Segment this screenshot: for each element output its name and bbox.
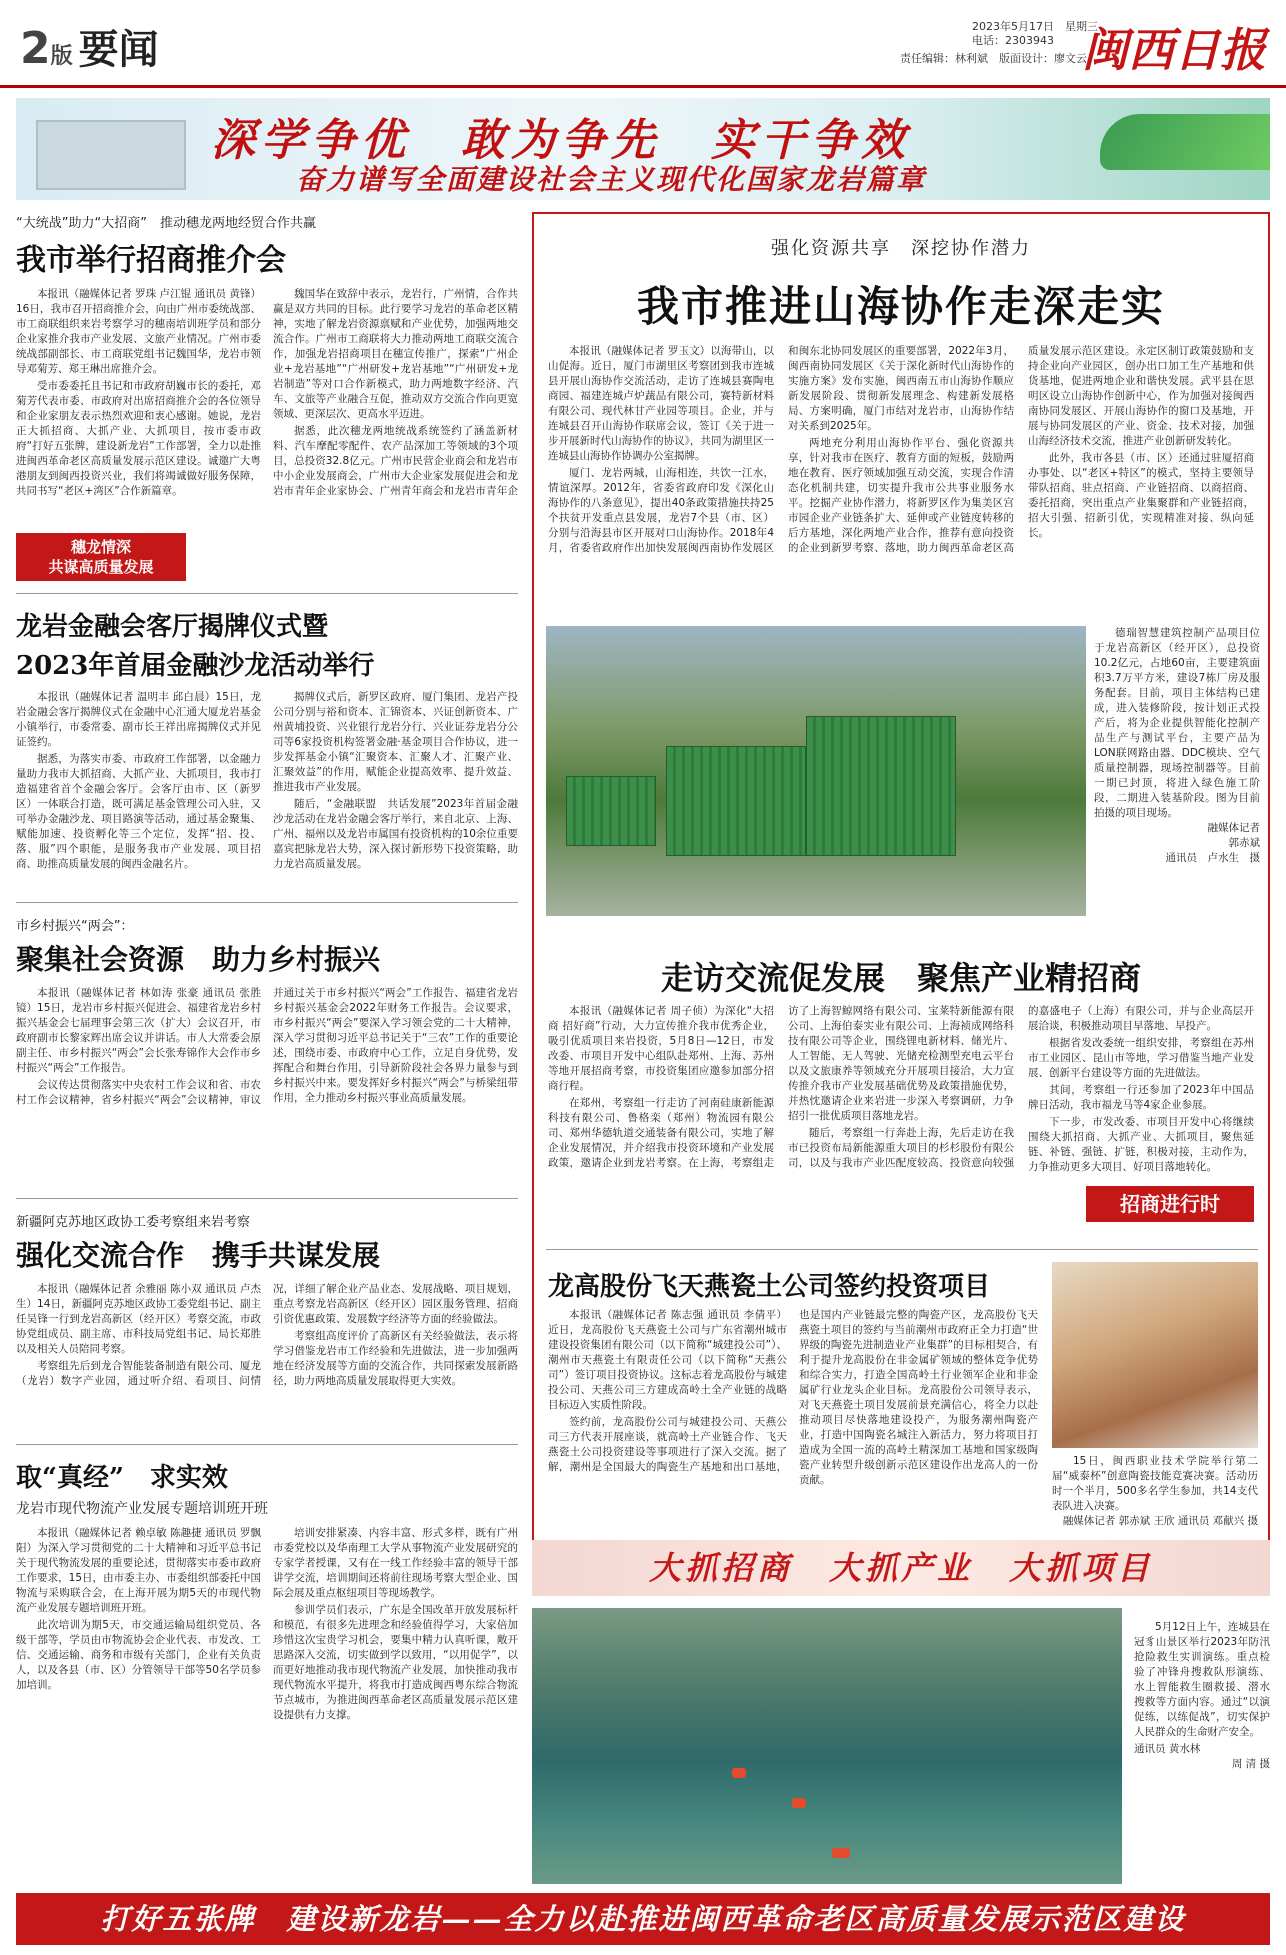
paragraph: 随后，“金融联盟 共话发展”2023年首届金融沙龙活动在龙岩金融会客厅举行，来自北京、上海、广州、福州以及龙岩市属国有投资机构的10余位重要嘉宾把脉龙岩大势，深入探讨新形势下投资策略，助力龙岩高质量发展。 — [273, 798, 518, 870]
building-graphic — [36, 120, 186, 190]
article-headline: 走访交流促发展 聚焦产业精招商 — [660, 959, 1141, 997]
paragraph: 本报讯（融媒体记者 赖卓敏 陈趣捷 通讯员 罗飘阳）为深入学习贯彻党的二十大精神和习近平总书记关于现代物流发展的重要论述，贯彻落实市委市政府工作要求，15日，由市委主办、市委组织部委托中国物流与采购联合会，在上海开展为期5天的市现代物流产业发展专题培训班开班。 — [16, 1527, 261, 1614]
paragraph: 在郑州，考察组一行走访了河南硅康新能源科技有限公司、鲁格栾（郑州）物流园有限公司、郑州华德轨道交通装备有限公司，实地了解企业发展情况，并介绍我市投资环境和产业发展政策，邀请企业到龙岩考察。在上海，考察组走访了上海智鲸网络有限公司、宝莱特新能源有限公司、上海伯泰实业有限公司、上海祯成网络科技有限公司等企业，围绕锂电新材料、储光片、人工智能、无人驾驶、光储充检测型充电云平台以及文旅康养等领域充分开展项目接洽，大力宣传推介我市产业发展基础优势及政策措施优势，并热忱邀请企业来岩进一步深入考察调研，力争招引一批优质项目落地龙岩。 — [548, 1005, 1014, 1169]
left-column — [16, 212, 518, 1766]
train-graphic — [1100, 114, 1270, 170]
article-subhead: 龙岩市现代物流产业发展专题培训班开班 — [16, 1501, 268, 1517]
paragraph: 考察组先后到龙合智能装备制造有限公司、厦龙（龙岩）数字产业园，通过听介绍、看项目、问情况，详细了解企业产品业态、发展战略、项目规划，重点考察龙岩高新区（经开区）园区服务管理、招商引资优惠政策、发展数字经济等方面的经验做法。 — [16, 1283, 518, 1387]
article-headline-line2: 2023年首届金融沙龙活动举行 — [16, 651, 375, 681]
article-xinjiang-visit — [16, 1211, 518, 1432]
section-tag: 招商进行时 — [1086, 1186, 1254, 1222]
photo-caption — [1094, 626, 1260, 916]
article-headline-line1: 龙岩金融会客厅揭牌仪式暨 — [16, 612, 329, 642]
feature-headline: 我市推进山海协作走深走实 — [636, 282, 1165, 331]
article-headline: 我市举行招商推介会 — [16, 243, 286, 278]
feature-body — [548, 344, 1254, 674]
paragraph: 本报讯（融媒体记者 林如涛 张豪 通讯员 张胜镜）15日，龙岩市乡村振兴促进会、福建省龙岩乡村振兴基金会七届理事会第三次（扩大）会议召开，市政府副市长黎家辉出席会议并讲话。市人大常委会原副主任、市乡村振兴“两会”会长张寿锦作大会作市乡村振兴“两会”工作报告。 — [16, 987, 261, 1074]
paragraph: 本报讯（融媒体记者 周子侦）为深化“大招商 招好商”行动，大力宣传推介我市优秀企业，吸引优质项目来岩投资，5月8日—12日，市发改委、市项目开发中心组队赴郑州、上海、苏州等地开展招商考察，市投资集团应邀参加部分招商行程。 — [548, 1005, 774, 1092]
photo-credit: 融媒体记者 郭赤斌 王欣 通讯员 邓献兴 摄 — [1062, 1515, 1258, 1527]
caption-text: 5月12日上午，连城县在冠豸山景区举行2023年防汛抢险救生实训演练。重点检验了冲锋舟搜救队形演练、水上智能救生圈救援、潜水搜救等方面内容。通过“以演促练，以练促战”，切实保护人民群众的生命财产安全。 — [1134, 1621, 1270, 1738]
paragraph: 此次培训为期5天，市交通运输局组织党员、各级干部等，学员由市物流协会企业代表、市发改、工信、交通运输、商务和市级有关部门，企业有关负责人，以及各县（市、区）分管领导干部等50名学员参加培训。 — [16, 1619, 261, 1691]
divider — [16, 593, 518, 594]
photo-credit: 郭赤斌 — [1228, 837, 1260, 849]
masthead — [0, 0, 1286, 88]
article-body — [16, 690, 518, 890]
paragraph: 厦门、龙岩两城，山海相连，共饮一江水，情谊深厚。2012年，省委省政府印发《深化山海协作的八条意见》，提出40条政策措施扶持25个扶贫开发重点县发展，龙岩7个县（市、区）分别与沿海县市区开展对口山海协作。2018年4月，省委省政府作出加快发展闽西南协作发展区和闽东北协同发展区的重要部署，2022年3月，闽西南协同发展区《关于深化新时代山海协作的实施方案》发布实施，闽西南五市山海协作顺应新发展阶段、贯彻新发展理念、构建新发展格局、方案明确，厦门市结对龙岩市，山海协作结对关系到2025年。 — [548, 345, 1014, 554]
tag-label — [16, 533, 186, 581]
article-body — [16, 1526, 518, 1766]
paragraph: 此外，我市各县（市、区）还通过驻厦招商办事处、以“老区+特区”的模式，坚持主要领导带队招商、驻点招商、产业链招商、以商招商、委托招商，突出重点产业集聚群和产业链招商，招大引强、招新引优，实现精准对接、纵向延长。 — [1028, 452, 1254, 539]
rescue-caption — [1134, 1620, 1270, 1882]
paragraph: 魏国华在致辞中表示，龙岩行，广州情，合作共赢是双方共同的目标。此行要学习龙岩的革命老区精神，实地了解龙岩资源禀赋和产业优势，加强两地交流合作。广州市工商联将大力推动两地工商联交流合作，加强龙岩招商项目在穗宣传推广，探索“广州企业+龙岩基地”“广州研发+龙岩基地”“广州研发+龙岩制造”等对口合作新模式，助力两地数字经济、汽车、文旅等产业融合互促，推动双方交流合作向更宽领域、更深层次、更高水平迈进。 — [273, 288, 518, 420]
paragraph: 据悉，为落实市委、市政府工作部署，以金融力量助力我市大抓招商、大抓产业、大抓项目，我市打造福建省首个金融会客厅。会客厅由市、区（新罗区）一体联合打造，既可满足基金管理公司入驻，又可举办金融沙龙、项目路演等活动，通过基金聚集、赋能加速、投资孵化等三个定位，发挥“招、投、落、服”四个职能，是服务我市产业发展、项目招商、助推高质量发展的闽西金融名片。 — [16, 753, 261, 870]
tag-line2: 共谋高质量发展 — [48, 558, 154, 576]
paragraph: 本报讯（融媒体记者 余雅丽 陈小双 通讯员 卢杰生）14日，新疆阿克苏地区政协工委党组书记、副主任吴锋一行到龙岩高新区（经开区）考察交流，市政协党组成员、副主席、市科技局党组书记、局长郑胜以及相关人员陪同考察。 — [16, 1283, 261, 1355]
article-headline: 取“真经” 求实效 — [16, 1463, 228, 1493]
paragraph: 本报讯（融媒体记者 罗珠 卢江锟 通讯员 黄锋）16日，我市召开招商推介会，向由广州市委统战部、市工商联组织来岩考察学习的穗南培训班学员和部分企业家推介我市产业发展、文旅产业情况。广州市委统战部副部长、市工商联党组书记魏国华，龙岩市领导邓菊芳、郑王琳出席推介会。 — [16, 288, 261, 375]
article-kicker: 新疆阿克苏地区政协工委考察组来岩考察 — [16, 1215, 251, 1230]
paragraph: 两地充分利用山海协作平台、强化资源共享，针对我市在医疗、教育方面的短板，鼓励两地在教育、医疗领域加强互动交流，实现合作清态化机制共建，切实提升我市公共事业服务水平。挖掘产业协作潜力，将新罗区作为集美区宫市园企业产业链条扩大、延伸或产业链度转移的后方基地，深化两地产业合作，推荐有意向投资的企业到新罗考察、落地，助力闽西革命老区高质量发展示范区建设。永定区制订政策鼓励和支持企业向产业园区，创办出口加工生产基地和供货基地，促进两地企业和谐快发展。武平县在思明区设立山海协作创新中心，作为加强对接闽西南协同发展区、开展山海协作的窗口及基地，开展与协同发展区的产业、资金、技术对接，加强山海经济技术交流，推进产业创新研发转化。 — [788, 345, 1254, 554]
caption-text: 德瑞智慧建筑控制产品项目位于龙岩高新区（经开区），总投资10.2亿元，占地60亩，主要建筑面积3.7万平方米，建设7栋厂房及服务配套。目前，项目主体结构已建成，进入装修阶段，按计划正式投产后，将为企业提供智能化控制产品生产与测试平台，主要产品为LON联网路由器、DDC模块、空气质量控制器，现场控制器等。目前一期已封顶，将进入绿色施工阶段，二期进入装基阶段。图为目前拍摄的项目现场。 — [1094, 627, 1260, 819]
right-feature-box — [532, 212, 1270, 1562]
paragraph: 揭牌仪式后，新罗区政府、厦门集团、龙岩产投公司分别与裕和资本、汇锦资本、兴证创新资本、广州黄埔投资、兴业银行龙岩分行、兴业证券龙岩分公司等6家投资机构签署金融·基金项目合作协议，进一步发挥基金小镇“汇聚资本、汇聚人才、汇聚产业、汇聚效益”的作用，赋能企业提高效率、提升效益、推进我市产业发展。 — [273, 691, 518, 793]
paragraph: 其间，考察组一行还参加了2023年中国品牌日活动，我市福龙马等4家企业参展。 — [1028, 1084, 1254, 1111]
feature-subhead: 强化资源共享 深挖协作潜力 — [771, 238, 1031, 259]
paragraph: 根据省发改委统一组织安排，考察组在苏州市工业园区、昆山市等地，学习借鉴当地产业发展、创新平台建设等方面的先进做法。 — [1028, 1037, 1254, 1079]
photo-caption — [1052, 1454, 1258, 1550]
section-title: 要闻 — [78, 27, 159, 73]
article-body — [16, 1282, 518, 1432]
article-kicker: 市乡村振兴“两会”： — [16, 919, 134, 934]
divider — [16, 1444, 518, 1445]
page-suffix: 版 — [50, 44, 73, 69]
article-finance-hall — [16, 606, 518, 890]
issue-phone: 电话：2303943 — [972, 34, 1054, 47]
top-banner — [16, 98, 1270, 200]
rescue-boat — [792, 1798, 806, 1808]
tag-block — [16, 533, 518, 581]
tag-line1: 穗龙情深 — [70, 538, 131, 556]
paragraph: 随后，考察组一行奔赴上海，先后走访在我市已投资布局新能源重大项目的杉杉股份有限公司，以及与我市产业匹配度较高、投资意向较强的嘉盛电子（上海）有限公司，并与企业高层开展洽谈，积极推动项目早落地、早投产。 — [788, 1005, 1254, 1169]
paragraph: 据悉，此次穗龙两地统战系统签约了涵盖新材料、汽车摩配零配件、农产品深加工等领域的3个项目，总投资32.8亿元。广州市民营企业商会和龙岩市中小企业发展商会，广州市大企业家发展促进会和龙岩市青年企业家协会、广州青年商会和龙岩市青年企 — [273, 425, 518, 497]
mid-banner: 大抓招商 大抓产业 大抓项目 — [532, 1540, 1270, 1596]
paragraph: 下一步，市发改委、市项目开发中心将继续围绕大抓招商、大抓产业、大抓项目，聚焦延链、补链、强链、扩链，积极对接，主动作为，力争推动更多大项目、好项目落地转化。 — [1028, 1116, 1254, 1173]
article-investment-promotion — [16, 212, 518, 581]
article-rural-revitalization — [16, 915, 518, 1186]
caption-text: 15日，闽西职业技术学院举行第二届“威泰杯”创意陶瓷技能竞赛决赛。活动历时一个半月，500多名学生参加，共14支代表队进入决赛。 — [1052, 1455, 1258, 1512]
paragraph: 会议传达贯彻落实中央农村工作会议和省、市农村工作会议精神，省乡村振兴“两会”会议精神，审议并通过关于市乡村振兴“两会”工作报告、福建省龙岩乡村振兴基金会2022年财务工作报告。会议要求，市乡村振兴“两会”要深入学习领会党的二十大精神，深入学习贯彻习近平总书记关于“三农”工作的重要论述，围绕市委、市政府中心工作，立足自身优势，发挥配合和舞台作用，引导新阶段社会各界力量参与到乡村振兴中来。要发挥好乡村振兴“两会”与桥梁纽带作用，全力推动乡村振兴事业高质量发展。 — [16, 987, 518, 1106]
article-headline: 龙高股份飞天燕瓷土公司签约投资项目 — [548, 1272, 991, 1302]
paragraph: 受市委委托且书记和市政府胡巍市长的委托，邓菊芳代表市委、市政府对出席招商推介会的各位领导和企业家朋友表示热烈欢迎和衷心感谢。她说，龙岩正大抓招商、大抓产业、大抓项目，按市委市政府“打好五张牌，建设新龙岩”工作部署，全力以赴推进闽西革命老区高质量发展示范区建设。诚邀广大粤港朋友到闽西投资兴业，我们将竭诚做好服务保障，共同书写“老区+湾区”合作新篇章。 — [16, 380, 261, 497]
rescue-drill-photo — [532, 1608, 1122, 1884]
article-body — [16, 986, 518, 1186]
building-under-construction — [806, 716, 956, 856]
page-edition — [20, 18, 159, 75]
divider — [16, 902, 518, 903]
article-kicker: “大统战”助力“大招商” 推动穗龙两地经贸合作共赢 — [16, 216, 316, 231]
paragraph: 考察组高度评价了高新区有关经验做法，表示将学习借鉴龙岩市工作经验和先进做法，进一步加强两地在经济发展等方面的交流合作，共同探索发展新路径，助力两地高质量发展取得更大实效。 — [273, 1330, 518, 1387]
article-logistics-training — [16, 1457, 518, 1766]
newspaper-logo: 闽西日报 — [1082, 23, 1266, 77]
page-number: 2 — [20, 23, 51, 74]
photo-credit: 通讯员 黄水林 — [1134, 1743, 1201, 1755]
editors-line: 责任编辑：林利斌 版面设计：廖文云 — [900, 52, 1087, 65]
building-under-construction — [666, 746, 806, 856]
building-under-construction — [566, 776, 656, 846]
article-body — [16, 287, 518, 527]
divider — [546, 1249, 1258, 1250]
photo-credit: 融媒体记者 — [1207, 822, 1260, 834]
paragraph: 签约前，龙高股份公司与城建投公司、天燕公司三方代表开展座谈，就高岭土产业链合作、飞天燕瓷土公司投资建设等事项进行了深入交流。据了解，潮州是全国最大的陶瓷生产基地和出口基地，也是国内产业链最完整的陶瓷产区，龙高股份飞天燕瓷土项目的签约与当前潮州市政府正全力打造“世界级的陶瓷先进制造业产业集群”的目标相契合，有利于提升龙高股份在非金属矿领域的整体竞争优势和综合实力，打造全国高岭土行业领军企业和非金属矿行业龙头企业目标。龙高股份公司领导表示，对飞天燕瓷土项目发展前景充满信心，将全力以赴推动项目尽快落地建设投产，为服务潮州陶瓷产业，打造中国陶瓷名城注入新活力，努力将项目打造成为全国一流的高岭土精深加工基地和国家级陶瓷产业转型升级创新示范区建设作出龙高人的一份贡献。 — [548, 1309, 1038, 1486]
banner-line2: 奋力谱写全面建设社会主义现代化国家龙岩篇章 — [296, 163, 927, 196]
article-body — [548, 1308, 1038, 1538]
photo-credit: 通讯员 卢水生 摄 — [1165, 852, 1260, 864]
paragraph: 本报讯（融媒体记者 温明丰 邱白晨）15日，龙岩金融会客厅揭牌仪式在金融中心汇通大厦龙岩基金小镇举行，市委常委、副市长王祥出席揭牌仪式并见证签约。 — [16, 691, 261, 748]
paragraph: 本报讯（融媒体记者 罗玉文）以海带山，以山促海。近日，厦门市湖里区考察团到我市连城县开展山海协作交流活动，走访了连城县赛陶电商园、福建连城卢炉蔬品有限公司，赛特新材料有限公司、现代林甘产业园等项目。企业，并与连城县召开山海协作联席会议，签订《关于进一步开展新时代山海协作的协议》，共同为湖里区一连城县山海协作协调办公室揭牌。 — [548, 345, 774, 462]
photo-credit: 周 清 摄 — [1231, 1758, 1270, 1770]
article-headline-wrap — [534, 949, 1268, 1007]
footer-banner: 打好五张牌 建设新龙岩——全力以赴推进闽西革命老区高质量发展示范区建设 — [16, 1893, 1270, 1945]
paragraph: 培训安排紧凑、内容丰富、形式多样，既有广州市委党校以及华南理工大学从事物流产业发展研究的专家学者授课，又有在一线工作经验丰富的领导干部讲学交流，培训期间还将前往现场考察大型企业、国际会展及重点枢纽项目等现场教学。 — [273, 1527, 518, 1599]
paragraph: 参训学员们表示，广东是全国改革开放发展标杆和模范，有很多先进理念和经验值得学习，大家倍加珍惜这次宝贵学习机会，要集中精力认真听课，敞开思路深入交流，切实做到学以致用，“以用促学”，以而更好地推动我市现代物流产业发展，加快推动我市现代物流水平提升，将我市打造成闽西粤东综合物流节点城市，为推进闽西革命老区高质量发展示范区建设提供有力支撑。 — [273, 1604, 518, 1721]
banner-line1: 深学争优 敢为争先 实干争效 — [211, 115, 911, 166]
issue-date: 2023年5月17日 星期三 — [972, 20, 1098, 33]
divider — [16, 1198, 518, 1199]
rescue-boat — [832, 1848, 850, 1858]
rescue-boat — [732, 1768, 746, 1778]
article-headline: 强化交流合作 携手共谋发展 — [16, 1239, 381, 1272]
paragraph: 本报讯（融媒体记者 陈志强 通讯员 李倩平）近日，龙高股份飞天燕瓷土公司与广东省潮州城市建设投资集团有限公司（以下简称“城建投公司”）、潮州市天燕瓷土有限责任公司（以下简称“天燕公司”）签订项目投资协议。这标志着龙高股份与城建投公司、天燕公司三方建成高岭土全产业链的战略目标迈入实质性阶段。 — [548, 1309, 787, 1411]
article-headline: 聚集社会资源 助力乡村振兴 — [16, 943, 381, 976]
ceramic-competition-photo — [1052, 1262, 1258, 1448]
construction-site-photo — [546, 626, 1086, 916]
